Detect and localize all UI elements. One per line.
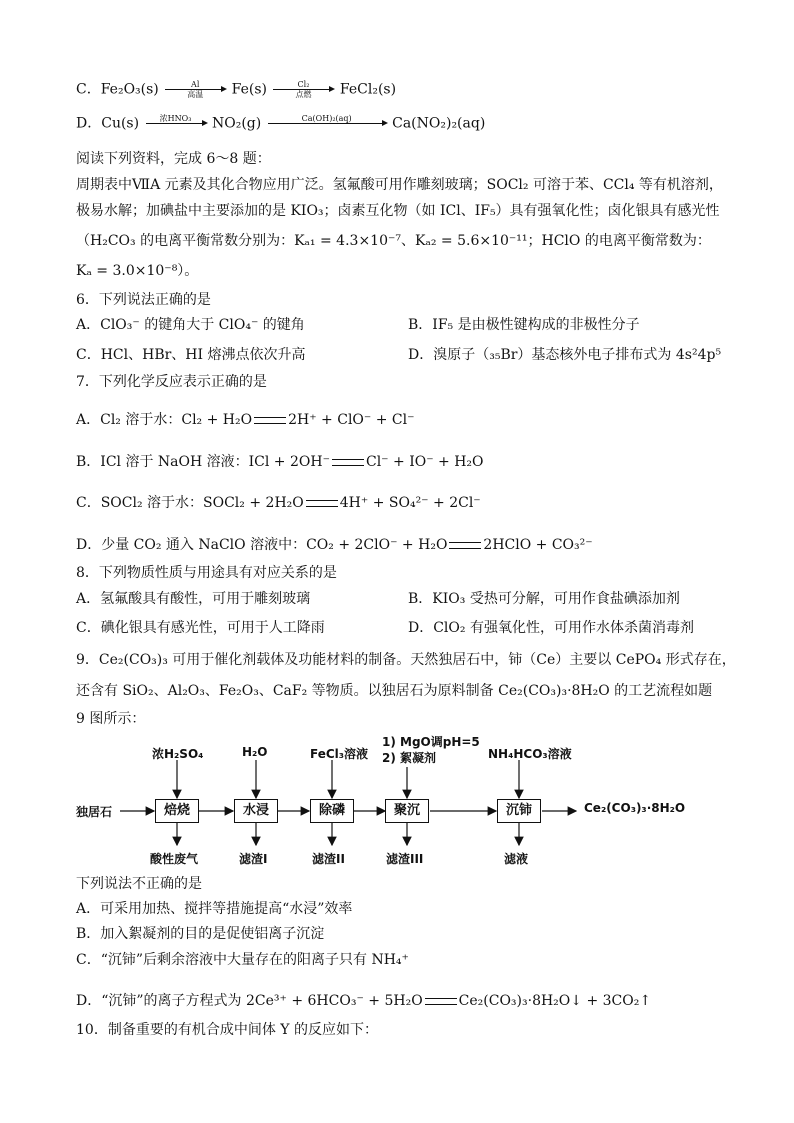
arrow-icon: [146, 123, 206, 124]
q6-option-d: D．溴原子（₃₅Br）基态核外电子排布式为 4s²4p⁵: [408, 347, 722, 363]
flow-step-4: 聚沉: [385, 799, 429, 823]
q7-stem: 7．下列化学反应表示正确的是: [76, 374, 267, 390]
reading-line-3: （H₂CO₃ 的电离平衡常数分别为：Kₐ₁ = 4.3×10⁻⁷、Kₐ₂ = 5.6×10⁻¹¹；HClO 的电离平衡常数为：: [76, 233, 711, 249]
q5-d-arrow-2: Ca(OH)₂(aq): [268, 114, 386, 133]
equals-sign: [332, 459, 364, 466]
q9-option-c: C．“沉铈”后剩余溶液中大量存在的阳离子只有 NH₄⁺: [76, 952, 409, 968]
flow-input-5: NH₄HCO₃溶液: [488, 747, 572, 761]
reading-line-1: 周期表中ⅦA 元素及其化合物应用广泛。氢氟酸可用作雕刻玻璃；SOCl₂ 可溶于苯、CCl₄ 等有机溶剂，: [76, 177, 723, 193]
flow-output-5: 滤液: [504, 852, 529, 866]
flow-step-5: 沉铈: [497, 799, 541, 823]
q5-c-reactant: Fe₂O₃(s): [100, 81, 159, 98]
flow-input-3: FeCl₃溶液: [310, 747, 369, 761]
q5-c-arrow-2: Cl₂ 点燃: [273, 80, 333, 99]
q8-stem: 8．下列物质性质与用途具有对应关系的是: [76, 565, 337, 581]
flow-step-2: 水浸: [234, 799, 278, 823]
flow-step-3: 除磷: [310, 799, 354, 823]
equals-sign: [425, 998, 457, 1005]
q9-option-a: A．可采用加热、搅拌等措施提高“水浸”效率: [76, 901, 353, 917]
q5-d-arrow-1: 浓HNO₃: [146, 114, 206, 133]
q9-option-d: D．“沉铈”的离子方程式为 2Ce³⁺ + 6HCO₃⁻ + 5H₂O Ce₂(CO₃)₃·8H₂O↓ + 3CO₂↑: [76, 993, 652, 1009]
q9-stem: 下列说法不正确的是: [76, 876, 202, 892]
flow-input-4b: 2) 絮凝剂: [382, 751, 437, 765]
q5-option-d: D．Cu(s) 浓HNO₃ NO₂(g) Ca(OH)₂(aq) Ca(NO₂)₂(aq): [76, 114, 486, 132]
flow-output-4: 滤渣III: [386, 852, 424, 866]
flow-input-2: H₂O: [242, 745, 268, 759]
q10-stem: 10．制备重要的有机合成中间体 Y 的反应如下：: [76, 1022, 378, 1038]
arrow-icon: [268, 123, 386, 124]
arrow-icon: [273, 89, 333, 90]
equals-sign: [306, 500, 338, 507]
q5-option-c: C．Fe₂O₃(s) Al 高温 Fe(s) Cl₂ 点燃 FeCl₂(s): [76, 80, 397, 99]
q9-line-3: 9 图所示：: [76, 711, 146, 727]
flow-output-2: 滤渣I: [239, 852, 268, 866]
q7-option-c: C．SOCl₂ 溶于水：SOCl₂ + 2H₂O 4H⁺ + SO₄²⁻ + 2Cl⁻: [76, 495, 481, 511]
flow-input-1: 浓H₂SO₄: [152, 747, 204, 761]
q6-option-c: C．HCl、HBr、HI 熔沸点依次升高: [76, 347, 306, 363]
reading-intro: 阅读下列资料，完成 6～8 题：: [76, 151, 271, 167]
equals-sign: [254, 417, 286, 424]
q5-c-arrow-1: Al 高温: [165, 80, 225, 99]
flow-start: 独居石: [76, 805, 113, 819]
q8-option-c: C．碘化银具有感光性，可用于人工降雨: [76, 620, 325, 636]
q6-stem: 6．下列说法正确的是: [76, 292, 211, 308]
q8-option-b: B．KIO₃ 受热可分解，可用作食盐碘添加剂: [408, 591, 680, 607]
q9-line-2: 还含有 SiO₂、Al₂O₃、Fe₂O₃、CaF₂ 等物质。以独居石为原料制备 Ce₂(CO₃)₃·8H₂O 的工艺流程如题: [76, 683, 713, 699]
q8-option-a: A．氢氟酸具有酸性，可用于雕刻玻璃: [76, 591, 311, 607]
reading-line-2: 极易水解；加碘盐中主要添加的是 KIO₃；卤素互化物（如 ICl、IF₅）具有强氧化性；卤化银具有感光性: [76, 203, 720, 219]
flow-input-4a: 1) MgO调pH=5: [382, 735, 480, 749]
q7-option-d: D．少量 CO₂ 通入 NaClO 溶液中：CO₂ + 2ClO⁻ + H₂O 2HClO + CO₃²⁻: [76, 537, 593, 553]
flow-output-1: 酸性废气: [150, 852, 199, 866]
equals-sign: [449, 542, 481, 549]
flow-product: Ce₂(CO₃)₃·8H₂O: [584, 801, 686, 815]
reading-line-4: Kₐ = 3.0×10⁻⁸）。: [76, 263, 199, 279]
q8-option-d: D．ClO₂ 有强氧化性，可用作水体杀菌消毒剂: [408, 620, 694, 636]
flow-output-3: 滤渣II: [312, 852, 345, 866]
q7-option-b: B．ICl 溶于 NaOH 溶液：ICl + 2OH⁻ Cl⁻ + IO⁻ + H₂O: [76, 454, 484, 470]
q7-option-a: A．Cl₂ 溶于水：Cl₂ + H₂O 2H⁺ + ClO⁻ + Cl⁻: [76, 412, 415, 428]
q6-option-a: A．ClO₃⁻ 的键角大于 ClO₄⁻ 的键角: [76, 317, 305, 333]
arrow-icon: [165, 89, 225, 90]
flow-step-1: 焙烧: [155, 799, 199, 823]
q9-line-1: 9．Ce₂(CO₃)₃ 可用于催化剂载体及功能材料的制备。天然独居石中，铈（Ce）主要以 CePO₄ 形式存在，: [76, 652, 736, 668]
q6-option-b: B．IF₅ 是由极性键构成的非极性分子: [408, 317, 640, 333]
q9-option-b: B．加入絮凝剂的目的是促使铝离子沉淀: [76, 926, 325, 942]
process-flowchart: [76, 735, 726, 870]
